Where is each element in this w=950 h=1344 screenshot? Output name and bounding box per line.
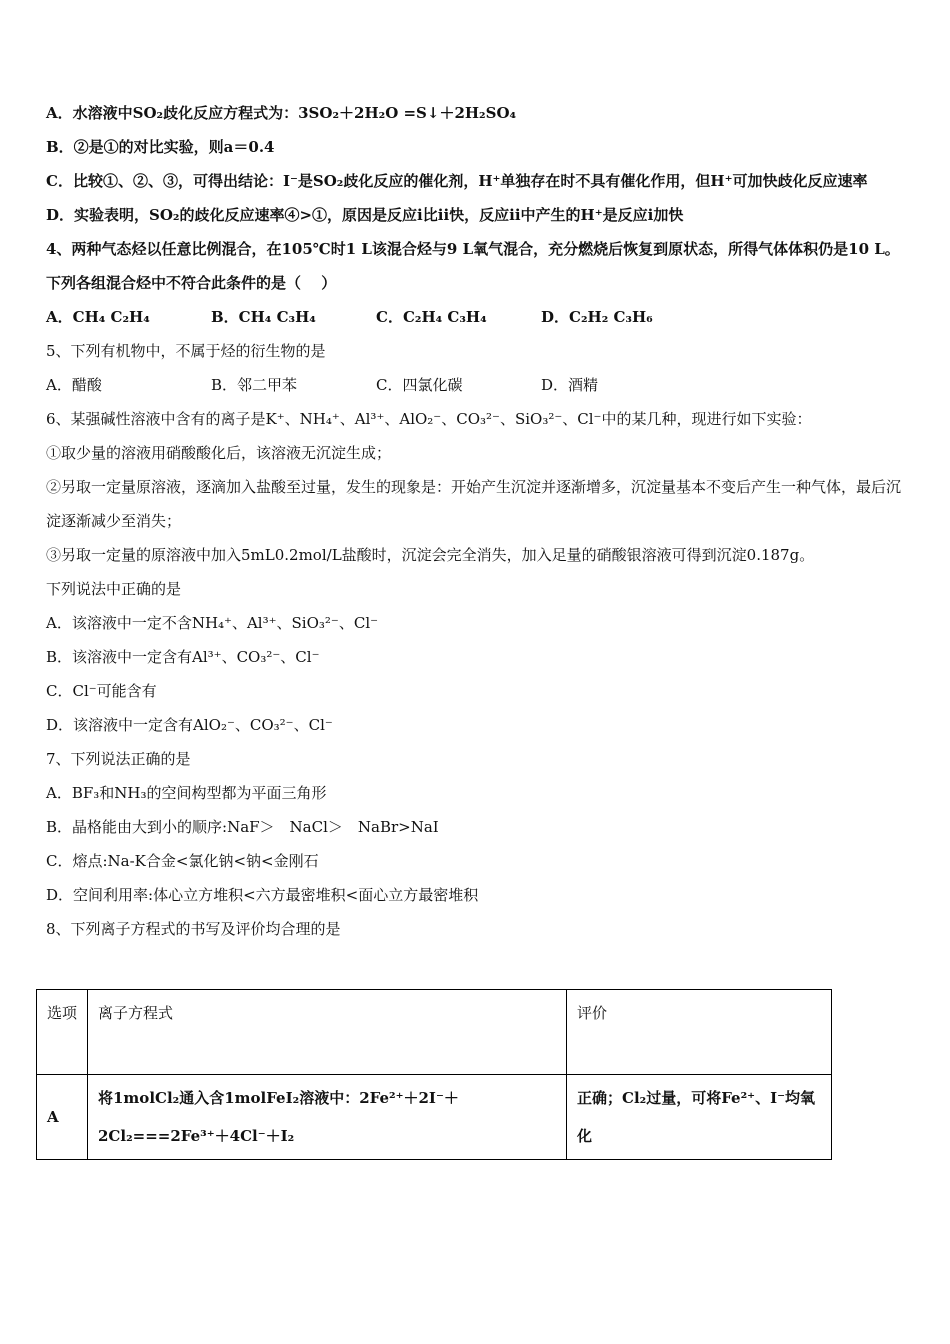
q3-option-c: C．比较①、②、③，可得出结论：I⁻是SO₂歧化反应的催化剂，H⁺单独存在时不具有催化作用，但H⁺可加快歧化反应速率 — [46, 172, 868, 190]
row-option: A — [37, 1075, 88, 1160]
q4-stem: 4、两种气态烃以任意比例混合，在105℃时1 L该混合烃与9 L氧气混合，充分燃烧后恢复到原状态，所得气体体积仍是10 L。下列各组混合烃中不符合此条件的是（ ） — [46, 240, 900, 292]
q7-option-b: B．晶格能由大到小的顺序:NaF＞ NaCl＞ NaBr>NaI — [46, 818, 439, 836]
q6-ask: 下列说法中正确的是 — [46, 580, 182, 598]
row-equation: 将1molCl₂通入含1molFeI₂溶液中：2Fe²⁺＋2I⁻＋2Cl₂===2Fe³⁺＋4Cl⁻＋I₂ — [88, 1075, 567, 1160]
q5-option-d: D．酒精 — [541, 376, 599, 394]
q6-option-b: B．该溶液中一定含有Al³⁺、CO₃²⁻、Cl⁻ — [46, 648, 320, 666]
header-option: 选项 — [37, 990, 88, 1075]
q8-stem: 8、下列离子方程式的书写及评价均合理的是 — [46, 920, 341, 938]
q6-step-1: ①取少量的溶液用硝酸酸化后，该溶液无沉淀生成； — [46, 444, 392, 462]
q6-option-d: D．该溶液中一定含有AlO₂⁻、CO₃²⁻、Cl⁻ — [46, 716, 333, 734]
q5-option-b: B．邻二甲苯 — [211, 376, 298, 394]
q3-option-b: B．②是①的对比实验，则a＝0.4 — [46, 138, 275, 156]
q5-option-a: A．醋酸 — [46, 376, 102, 394]
table-row — [37, 1075, 832, 1160]
q5-option-c: C．四氯化碳 — [376, 376, 463, 394]
q7-option-a: A．BF₃和NH₃的空间构型都为平面三角形 — [46, 784, 327, 802]
q4-option-d: D．C₂H₂ C₃H₆ — [541, 308, 653, 326]
q8-table — [36, 989, 832, 1160]
q3-option-d: D．实验表明，SO₂的歧化反应速率④>①，原因是反应i比ii快，反应ii中产生的H⁺是反应i加快 — [46, 206, 684, 224]
q7-option-d: D．空间利用率:体心立方堆积<六方最密堆积<面心立方最密堆积 — [46, 886, 479, 904]
q7-option-c: C．熔点:Na-K合金<氯化钠<钠<金刚石 — [46, 852, 319, 870]
q6-step-2: ②另取一定量原溶液，逐滴加入盐酸至过量，发生的现象是：开始产生沉淀并逐渐增多，沉淀量基本不变后产生一种气体，最后沉淀逐渐减少至消失； — [46, 478, 902, 530]
q4-option-b: B．CH₄ C₃H₄ — [211, 308, 316, 326]
q5-options — [46, 368, 906, 402]
table-header-row — [37, 990, 832, 1075]
q4-option-c: C．C₂H₄ C₃H₄ — [376, 308, 487, 326]
header-equation: 离子方程式 — [88, 990, 567, 1075]
row-comment: 正确；Cl₂过量，可将Fe²⁺、I⁻均氧化 — [567, 1075, 832, 1160]
q7-stem: 7、下列说法正确的是 — [46, 750, 191, 768]
header-comment: 评价 — [567, 990, 832, 1075]
question-page — [46, 96, 906, 946]
q4-option-a: A．CH₄ C₂H₄ — [46, 308, 150, 326]
q6-step-3: ③另取一定量的原溶液中加入5mL0.2mol/L盐酸时，沉淀会完全消失，加入足量的硝酸银溶液可得到沉淀0.187g。 — [46, 546, 815, 564]
q6-option-c: C．Cl⁻可能含有 — [46, 682, 157, 700]
q6-option-a: A．该溶液中一定不含NH₄⁺、Al³⁺、SiO₃²⁻、Cl⁻ — [46, 614, 379, 632]
q3-option-a: A．水溶液中SO₂歧化反应方程式为：3SO₂＋2H₂O =S↓＋2H₂SO₄ — [46, 104, 517, 122]
q4-options — [46, 300, 906, 334]
q6-stem: 6、某强碱性溶液中含有的离子是K⁺、NH₄⁺、Al³⁺、AlO₂⁻、CO₃²⁻、SiO₃²⁻、Cl⁻中的某几种，现进行如下实验： — [46, 410, 812, 428]
q5-stem: 5、下列有机物中，不属于烃的衍生物的是 — [46, 342, 326, 360]
